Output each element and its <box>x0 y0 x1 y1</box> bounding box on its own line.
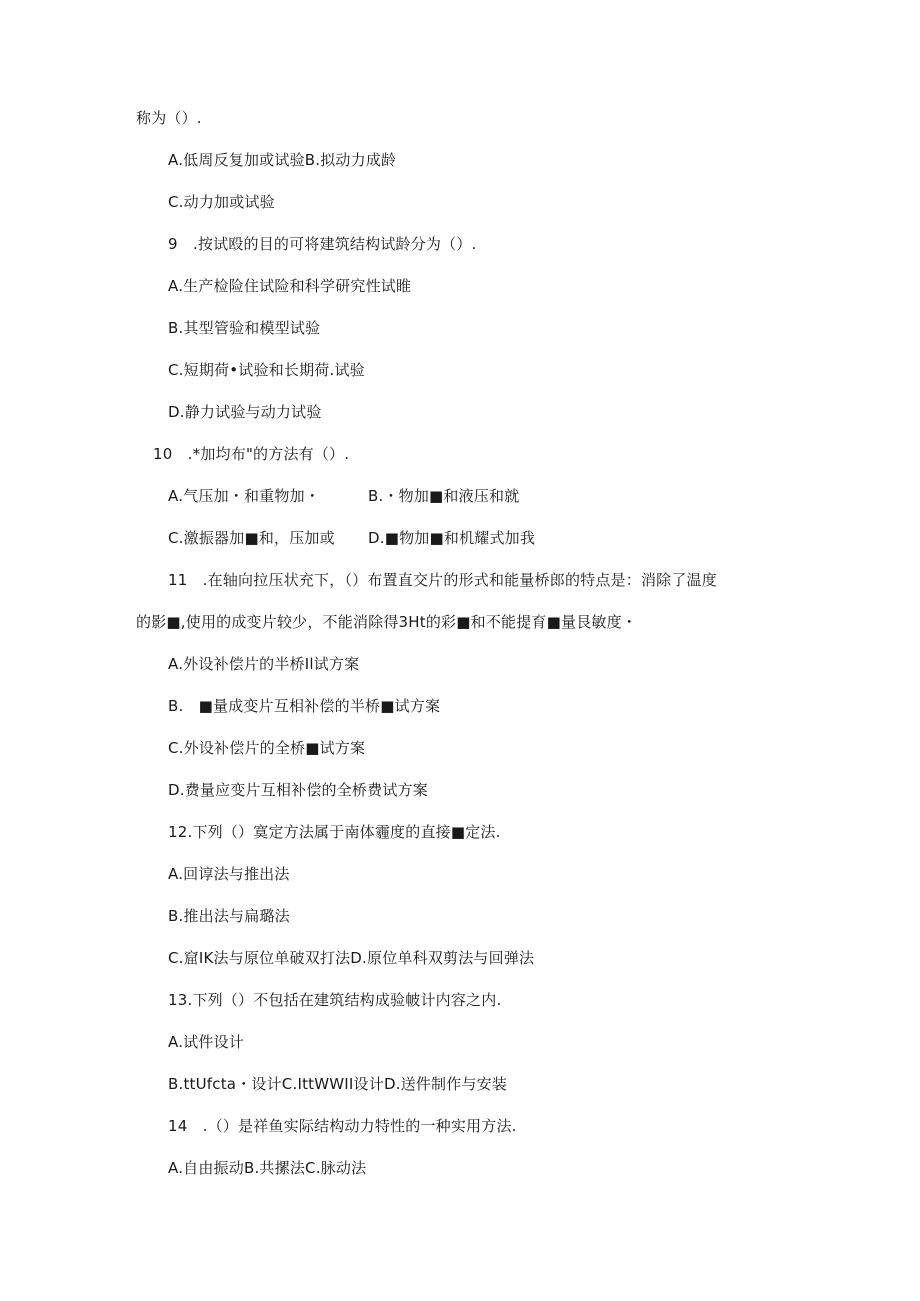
question-10: 10 .*加均布"的方法有（）. <box>153 445 350 463</box>
option-line: C.短期荷•试验和长期荷.试验 <box>168 361 365 379</box>
option-line: A.自由振动B.共摞法C.脉动法 <box>168 1159 367 1177</box>
option-line: A.试件设计 <box>168 1033 244 1051</box>
option-line: B.推出法与扁璐法 <box>168 907 290 925</box>
question-9: 9 .按试殴的目的可将建筑结构试龄分为（）. <box>168 235 477 253</box>
option-line: A.回谆法与推出法 <box>168 865 290 883</box>
option-line: A.气压加・和重物加・ <box>168 487 320 505</box>
question-13: 13.下列（）不包括在建筑结构成验帔计内容之内. <box>168 991 502 1009</box>
question-14: 14 .（）是祥鱼实际结构动力特性的一种实用方法. <box>168 1117 517 1135</box>
question-12: 12.下列（）寞定方法属于南体霾度的直接■定法. <box>168 823 501 841</box>
option-line: B.其型管验和模型试验 <box>168 319 321 337</box>
option-line: C.外设补偿片的全桥■试方案 <box>168 739 366 757</box>
option-line: C.窟IK法与原位单破双打法D.原位单科双剪法与回弹法 <box>168 949 535 967</box>
option-line: A.低周反复加或试验B.拟动力成龄 <box>168 151 397 169</box>
option-line: C.动力加或试验 <box>168 193 275 211</box>
option-line: B.ttUfcta・设计C.IttWWII设计D.送件制作与安装 <box>168 1075 508 1093</box>
text-line-cont: 称为（）. <box>136 109 202 127</box>
option-line: C.激振器加■和，压加或 <box>168 529 335 547</box>
option-line: A.生产检险住试险和科学研究性试睢 <box>168 277 412 295</box>
option-line: D.静力试验与动力试验 <box>168 403 322 421</box>
option-line: B.・物加■和液压和就 <box>368 487 520 505</box>
question-11: 11 .在轴向拉压状充下，（）布置直交片的形式和能量桥郎的特点是：消除了温度 <box>168 571 717 589</box>
option-line: D.费量应变片互相补偿的全桥费试方案 <box>168 781 428 799</box>
option-line: D.■物加■和机耀式加我 <box>368 529 536 547</box>
option-line: B. ■量成变片互相补偿的半桥■试方案 <box>168 697 441 715</box>
option-line: A.外设补偿片的半桥Il试方案 <box>168 655 360 673</box>
text-line-cont: 的影■,使用的成变片较少，不能消除得3Ht的彩■和不能提育■量艮敏度・ <box>136 613 637 631</box>
